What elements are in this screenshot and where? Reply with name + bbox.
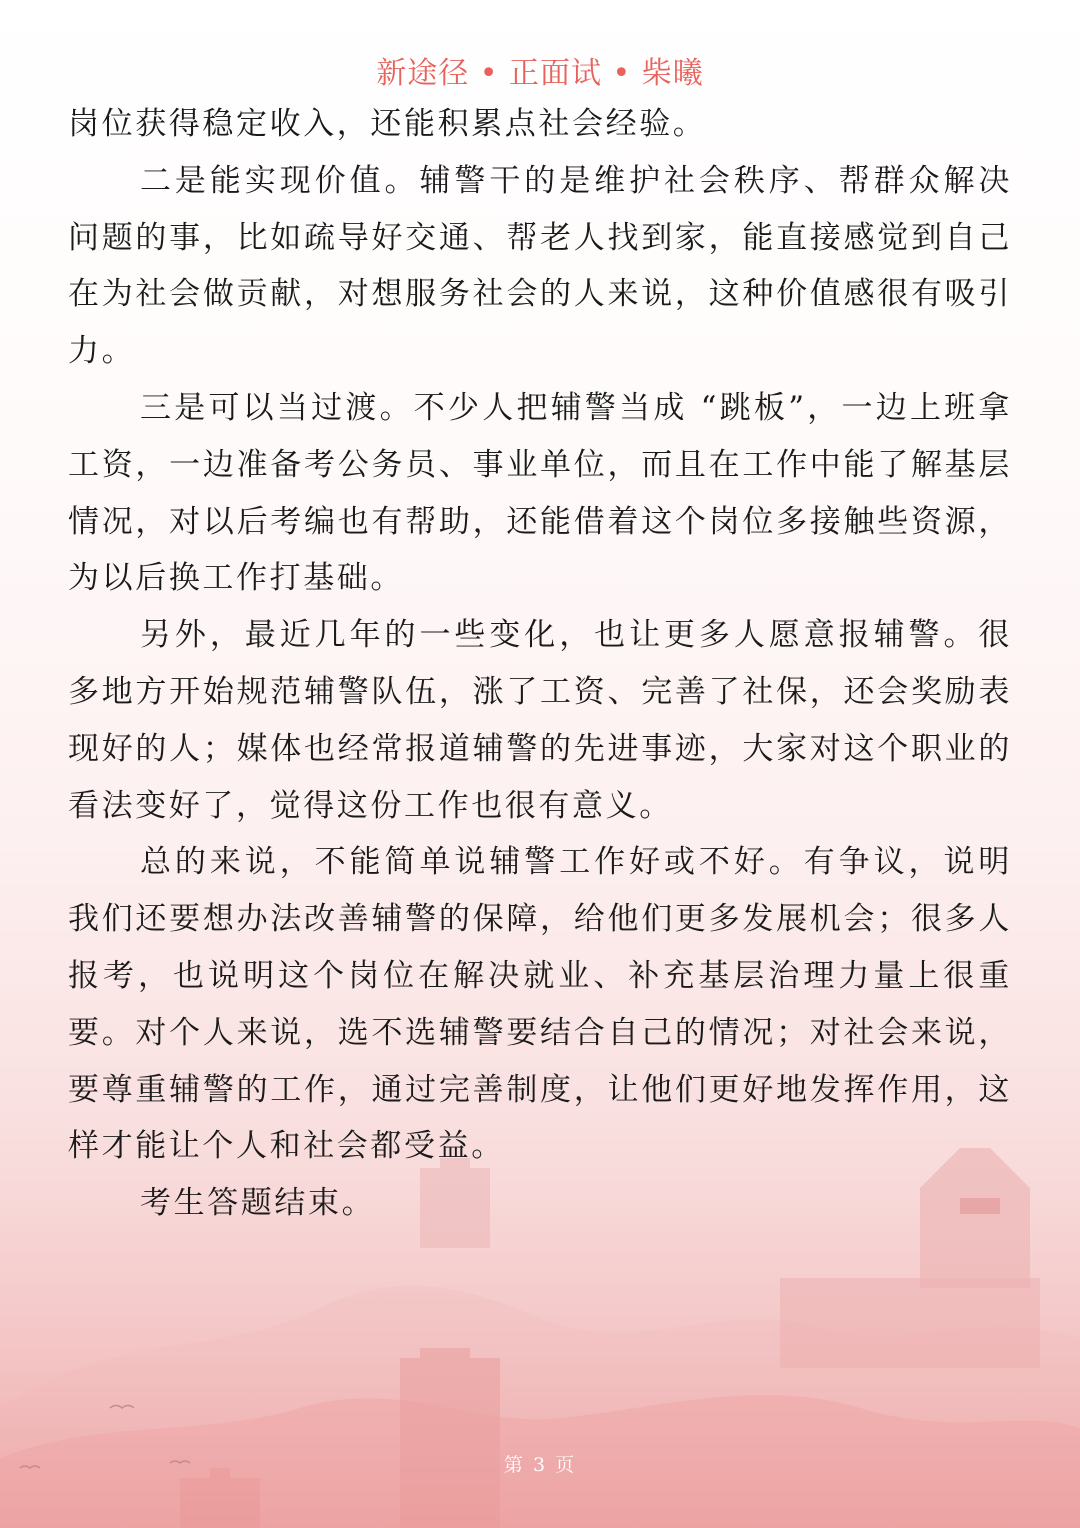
paragraph-point-three: 三是可以当过渡。不少人把辅警当成 “跳板”，一边上班拿工资，一边准备考公务员、事业单位，而且在工作中能了解基层情况，对以后考编也有帮助，还能借着这个岗位多接触些资源，为以后换工作打基础。 [68, 389, 1012, 597]
paragraph-continuation: 岗位获得稳定收入，还能积累点社会经验。 [68, 106, 707, 142]
paragraph-point-two: 二是能实现价值。辅警干的是维护社会秩序、帮群众解决问题的事，比如疏导好交通、帮老人找到家，能直接感觉到自己在为社会做贡献，对想服务社会的人来说，这种价值感很有吸引力。 [68, 162, 1012, 370]
document-body [68, 96, 1012, 1232]
paragraph-recent-changes: 另外，最近几年的一些变化，也让更多人愿意报辅警。很多地方开始规范辅警队伍，涨了工资、完善了社保，还会奖励表现好的人；媒体也经常报道辅警的先进事迹，大家对这个职业的看法变好了，觉得这份工作也很有意义。 [68, 617, 1012, 824]
paragraph-summary: 总的来说，不能简单说辅警工作好或不好。有争议，说明我们还要想办法改善辅警的保障，给他们更多发展机会；很多人报考，也说明这个岗位在解决就业、补充基层治理力量上很重要。对个人来说，选不选辅警要结合自己的情况；对社会来说，要尊重辅警的工作，通过完善制度，让他们更好地发挥作用，这样才能让个人和社会都受益。 [68, 844, 1012, 1165]
paragraph-end-statement: 考生答题结束。 [140, 1185, 376, 1222]
page-number: 第 3 页 [503, 1454, 577, 1476]
page-header-title: 新途径 • 正面试 • 柴曦 [376, 56, 704, 91]
